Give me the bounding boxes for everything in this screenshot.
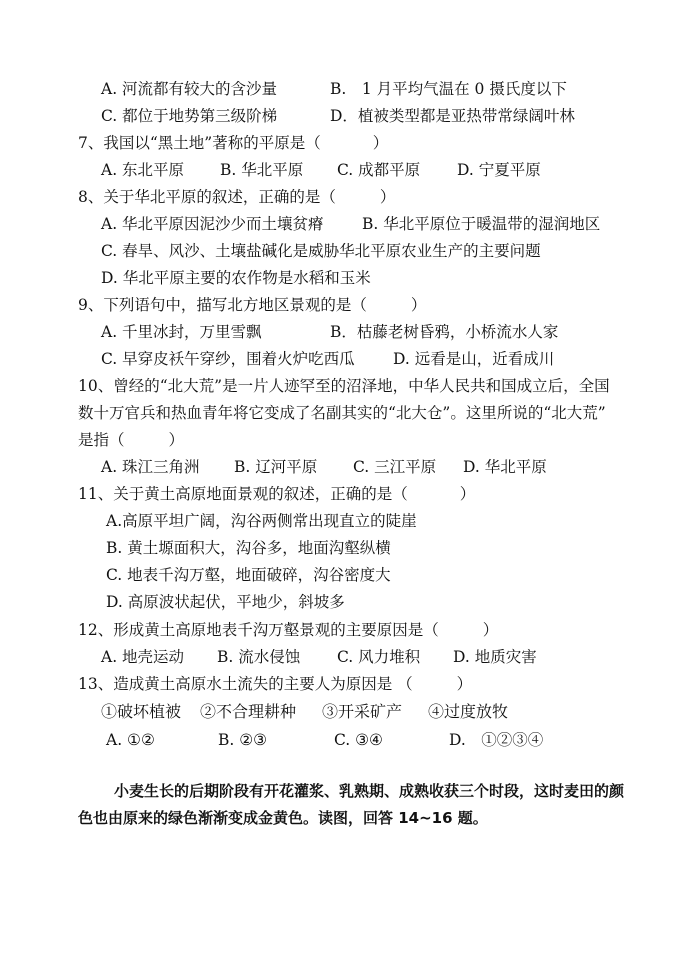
q12-option-d: D. 地质灾害	[453, 648, 537, 666]
answer-bracket-close: ）	[168, 431, 185, 449]
question-stem: 13、造成黄土高原水土流失的主要人为原因是 （	[78, 675, 413, 693]
q13-factor-1: ①破坏植被	[101, 702, 182, 721]
q10-option-d: D. 华北平原	[463, 458, 547, 476]
question-stem: 7、我国以“黑土地”著称的平原是（	[78, 134, 321, 152]
q6-option-d: D．植被类型都是亚热带常绿阔叶林	[330, 107, 575, 125]
q13-factor-2: ②不合理耕种	[200, 702, 297, 721]
q9-option-b: B．枯藤老树昏鸦，小桥流水人家	[330, 323, 559, 341]
q8-option-a: A. 华北平原因泥沙少而土壤贫瘠	[101, 215, 324, 233]
question-12	[78, 620, 498, 640]
q12-option-b: B. 流水侵蚀	[217, 648, 301, 666]
q9-option-d: D. 远看是山，近看成川	[393, 350, 555, 368]
q13-option-c: C. ③④	[334, 731, 383, 749]
answer-bracket-close: ）	[459, 485, 476, 503]
q12-option-a: A. 地壳运动	[101, 648, 185, 666]
answer-bracket-close: ）	[456, 675, 473, 693]
answer-bracket-close: ）	[482, 621, 499, 639]
q6-option-b: B. 1 月平均气温在 0 摄氏度以下	[330, 80, 567, 98]
question-stem: 11、关于黄土高原地面景观的叙述，正确的是（	[78, 485, 408, 503]
question-11	[78, 484, 475, 504]
q13-factor-4: ④过度放牧	[428, 702, 509, 721]
question-7	[78, 133, 388, 153]
q7-option-b: B. 华北平原	[220, 161, 304, 179]
q11-option-b: B. 黄土塬面积大，沟谷多，地面沟壑纵横	[106, 539, 391, 557]
question-stem: 是指（	[78, 431, 125, 449]
question-stem: 12、形成黄土高原地表千沟万壑景观的主要原因是（	[78, 621, 439, 639]
answer-bracket-close: ）	[372, 134, 389, 152]
question-13	[78, 674, 472, 694]
q7-option-d: D. 宁夏平原	[457, 161, 541, 179]
q13-option-b: B. ②③	[218, 731, 268, 749]
answer-bracket-close: ）	[410, 296, 427, 314]
q8-option-d: D. 华北平原主要的农作物是水稻和玉米	[101, 269, 371, 287]
answer-bracket-close: ）	[379, 188, 396, 206]
reading-passage	[78, 778, 638, 832]
q13-option-a: A. ①②	[106, 731, 155, 749]
passage-text: 小麦生长的后期阶段有开花灌浆、乳熟期、成熟收获三个时段，这时麦田的颜色也由原来的绿色渐渐变成金黄色。读图，回答 14~16 题。	[78, 782, 625, 827]
q6-option-a: A. 河流都有较大的含沙量	[101, 80, 278, 98]
q7-option-c: C. 成都平原	[337, 161, 421, 179]
q7-option-a: A. 东北平原	[101, 161, 185, 179]
question-10-line-1: 10、曾经的“北大荒”是一片人迹罕至的沼泽地，中华人民共和国成立后，全国	[78, 377, 610, 395]
question-stem: 8、关于华北平原的叙述，正确的是（	[78, 188, 336, 206]
q11-option-c: C. 地表千沟万壑，地面破碎，沟谷密度大	[106, 566, 391, 584]
question-10-line-3	[78, 430, 184, 450]
q10-option-c: C. 三江平原	[353, 458, 437, 476]
q13-option-d: D. ①②③④	[449, 731, 544, 749]
q10-option-b: B. 辽河平原	[234, 458, 318, 476]
question-stem: 9、下列语句中，描写北方地区景观的是（	[78, 296, 367, 314]
q8-option-c: C. 春旱、风沙、土壤盐碱化是威胁华北平原农业生产的主要问题	[101, 242, 541, 260]
q9-option-a: A. 千里冰封，万里雪飘	[101, 323, 262, 341]
q11-option-a: A.高原平坦广阔，沟谷两侧常出现直立的陡崖	[106, 512, 417, 530]
question-10-line-2: 数十万官兵和热血青年将它变成了名副其实的“北大仓”。这里所说的“北大荒”	[78, 404, 606, 422]
question-8	[78, 187, 395, 207]
q13-factor-3: ③开采矿产	[322, 702, 403, 721]
question-9	[78, 295, 426, 315]
q11-option-d: D. 高原波状起伏，平地少，斜坡多	[106, 593, 345, 611]
q6-option-c: C. 都位于地势第三级阶梯	[101, 107, 278, 125]
q8-option-b: B. 华北平原位于暖温带的湿润地区	[362, 215, 601, 233]
q10-option-a: A. 珠江三角洲	[101, 458, 200, 476]
q9-option-c: C. 早穿皮袄午穿纱，围着火炉吃西瓜	[101, 350, 355, 368]
q12-option-c: C. 风力堆积	[337, 648, 421, 666]
